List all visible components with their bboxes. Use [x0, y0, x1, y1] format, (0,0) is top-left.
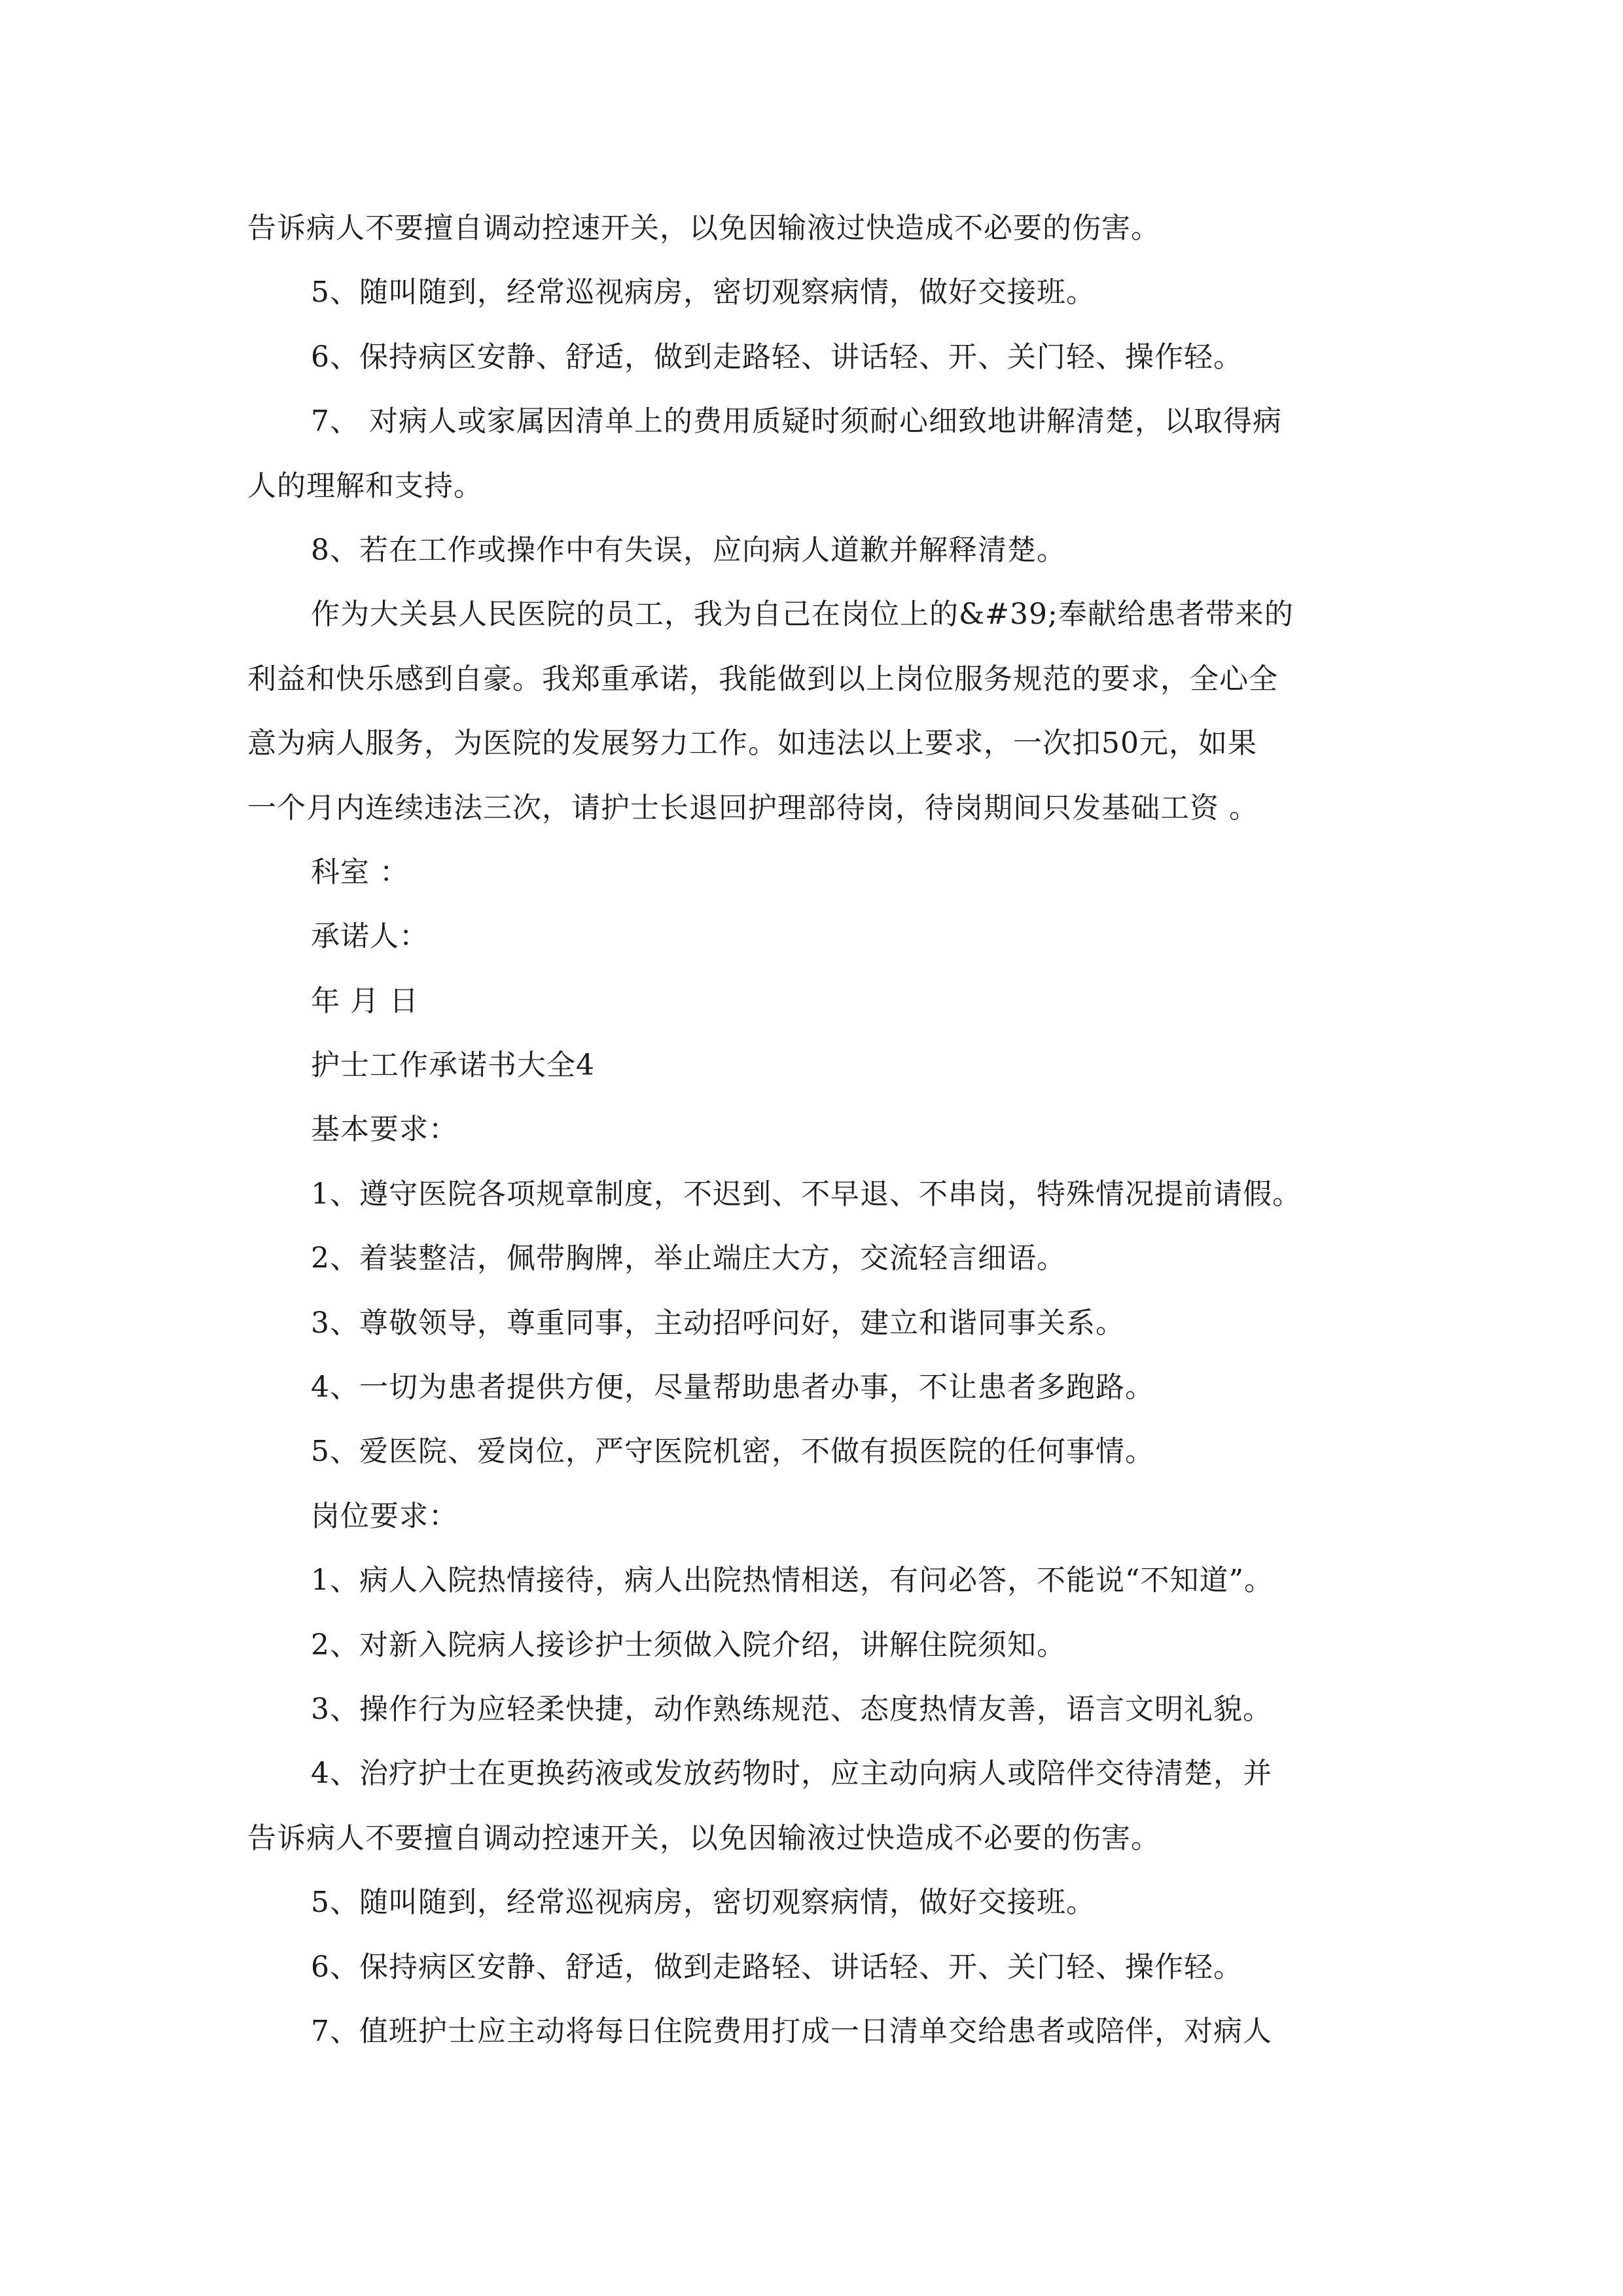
text-line: 4、一切为患者提供方便，尽量帮助患者办事，不让患者多跑路。: [311, 1371, 1154, 1405]
text-line: 2、对新入院病人接诊护士须做入院介绍，讲解住院须知。: [311, 1628, 1066, 1662]
text-line: 5、随叫随到，经常巡视病房，密切观察病情，做好交接班。: [311, 276, 1096, 310]
document-body: [247, 196, 1399, 2064]
text-line: 告诉病人不要擅自调动控速开关，以免因输液过快造成不必要的伤害。: [247, 211, 1160, 245]
text-line: 承诺人：: [311, 920, 429, 954]
text-line: 一个月内连续违法三次，请护士长退回护理部待岗，待岗期间只发基础工资 。: [247, 791, 1258, 825]
text-line: 2、着装整洁，佩带胸牌，举止端庄大方，交流轻言细语。: [311, 1242, 1066, 1276]
text-line: 岗位要求：: [311, 1499, 458, 1533]
text-line: 5、随叫随到，经常巡视病房，密切观察病情，做好交接班。: [311, 1886, 1096, 1920]
text-line: 人的理解和支持。: [247, 469, 483, 503]
text-line: 6、保持病区安静、舒适，做到走路轻、讲话轻、开、关门轻、操作轻。: [311, 1950, 1243, 1984]
text-line: 3、操作行为应轻柔快捷，动作熟练规范、态度热情友善，语言文明礼貌。: [311, 1692, 1272, 1726]
text-line: 3、尊敬领导，尊重同事，主动招呼问好，建立和谐同事关系。: [311, 1306, 1125, 1340]
text-line: 1、遵守医院各项规章制度，不迟到、不早退、不串岗，特殊情况提前请假。: [311, 1177, 1302, 1211]
text-line: 6、保持病区安静、舒适，做到走路轻、讲话轻、开、关门轻、操作轻。: [311, 340, 1243, 374]
text-line: 1、病人入院热情接待，病人出院热情相送，有问必答，不能说“不知道”。: [311, 1564, 1274, 1598]
text-line: 意为病人服务，为医院的发展努力工作。如违法以上要求，一次扣50元，如果: [247, 726, 1257, 761]
text-line: 基本要求：: [311, 1113, 458, 1147]
text-line: 告诉病人不要擅自调动控速开关，以免因输液过快造成不必要的伤害。: [247, 1821, 1160, 1855]
text-line: 护士工作承诺书大全4: [311, 1049, 595, 1083]
text-line: 5、爱医院、爱岗位，严守医院机密，不做有损医院的任何事情。: [311, 1435, 1154, 1469]
text-line: 7、值班护士应主动将每日住院费用打成一日清单交给患者或陪伴，对病人: [311, 2014, 1272, 2048]
text-line: 作为大关县人民医院的员工，我为自己在岗位上的&#39;奉献给患者带来的: [311, 598, 1294, 632]
text-line: 利益和快乐感到自豪。我郑重承诺，我能做到以上岗位服务规范的要求，全心全: [247, 662, 1278, 696]
text-line: 年 月 日: [311, 984, 419, 1018]
text-line: 科室 ：: [311, 855, 409, 889]
text-line: 8、若在工作或操作中有失误，应向病人道歉并解释清楚。: [311, 533, 1066, 567]
text-line: 4、治疗护士在更换药液或发放药物时，应主动向病人或陪伴交待清楚，并: [311, 1757, 1272, 1791]
text-line: 7、 对病人或家属因清单上的费用质疑时须耐心细致地讲解清楚，以取得病: [311, 404, 1282, 439]
